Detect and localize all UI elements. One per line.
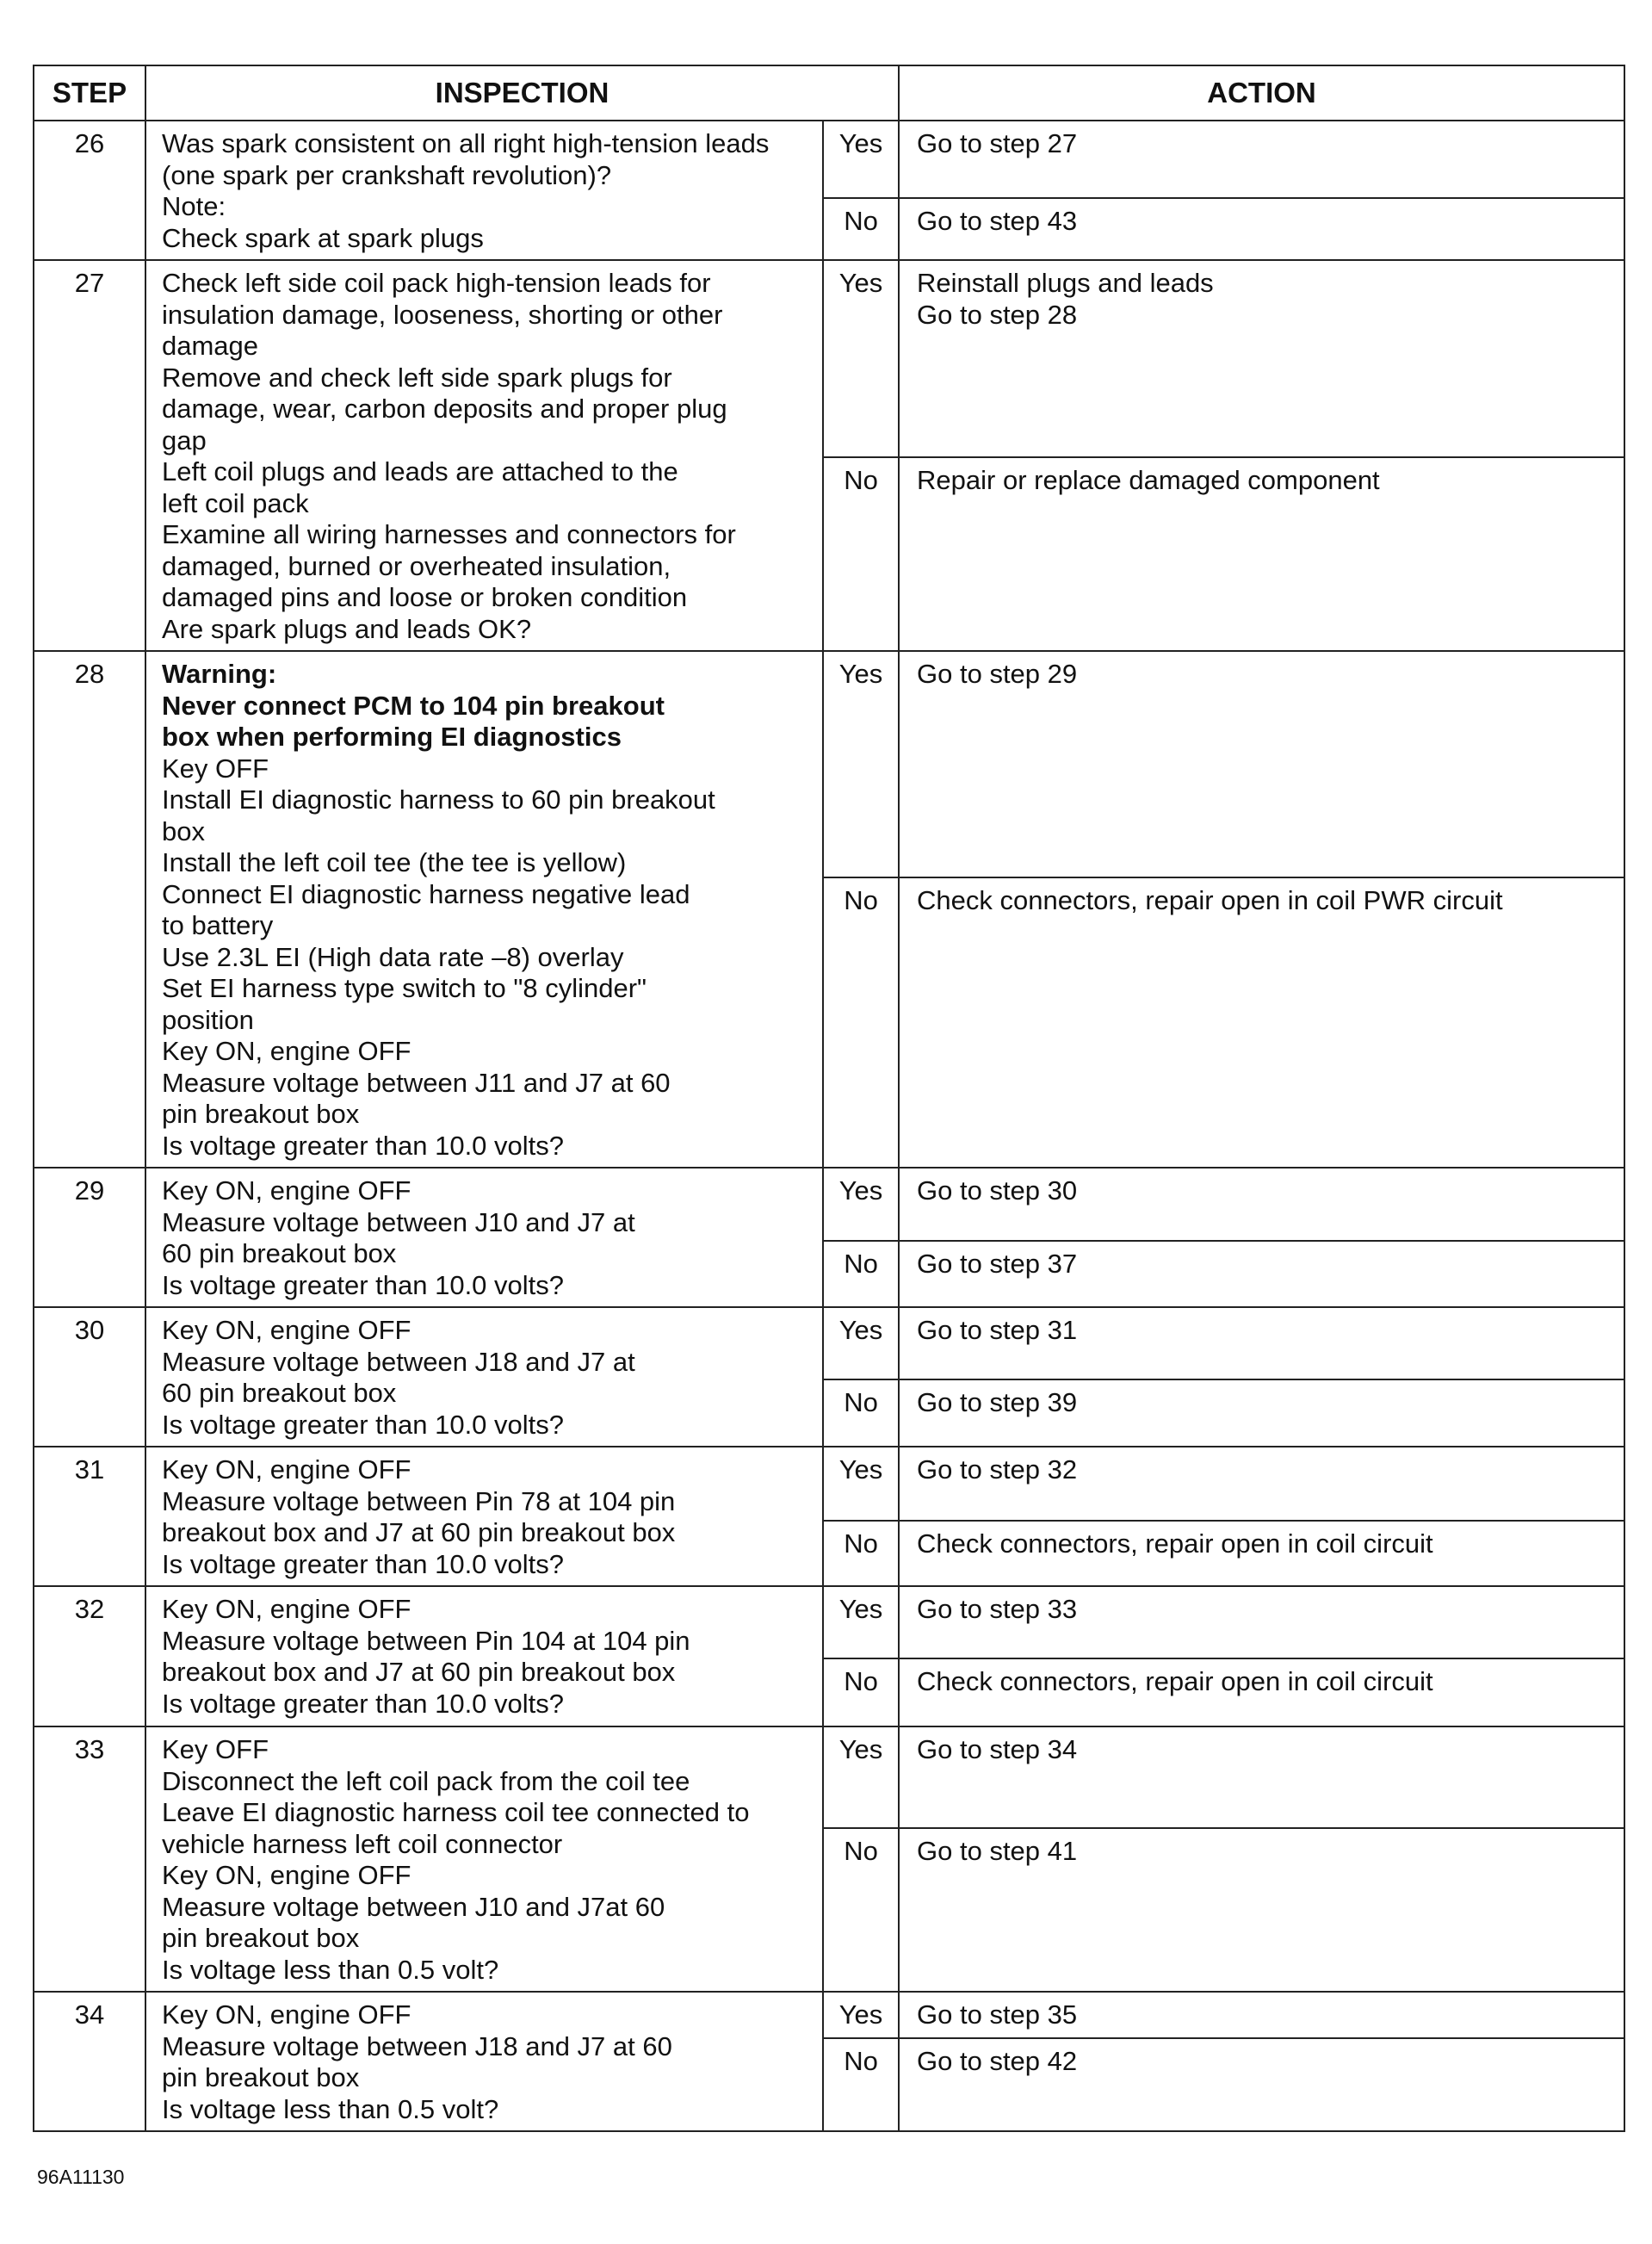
inspection-line: insulation damage, looseness, shorting or other	[162, 299, 723, 330]
inspection-line: Key OFF	[162, 1734, 269, 1764]
no-action	[899, 1658, 1624, 1726]
action-line: Check connectors, repair open in coil circuit	[917, 1528, 1433, 1559]
no-label: No	[823, 457, 899, 651]
action-line: Go to step 34	[917, 1734, 1078, 1764]
inspection-line: pin breakout box	[162, 1099, 360, 1129]
yes-action	[899, 1168, 1624, 1241]
inspection-line: to battery	[162, 910, 274, 940]
inspection-line: Is voltage less than 0.5 volt?	[162, 2093, 499, 2124]
inspection-line: Check left side coil pack high-tension leads for	[162, 268, 711, 298]
header-inspection: INSPECTION	[145, 65, 899, 121]
inspection-line: damage	[162, 331, 259, 361]
figure-code: 96A11130	[37, 2166, 125, 2188]
no-action	[899, 2038, 1624, 2131]
inspection-cell	[145, 1992, 823, 2131]
inspection-cell	[145, 651, 823, 1168]
inspection-line: Warning:	[162, 659, 277, 689]
table-row	[34, 1726, 1624, 1828]
table-row	[34, 1992, 1624, 2038]
yes-action	[899, 121, 1624, 198]
yes-action	[899, 260, 1624, 457]
action-line: Go to step 35	[917, 1999, 1078, 2030]
action-line: Check connectors, repair open in coil circuit	[917, 1666, 1433, 1696]
inspection-line: Is voltage less than 0.5 volt?	[162, 1954, 499, 1985]
inspection-line: box	[162, 815, 205, 846]
inspection-line: Left coil plugs and leads are attached to the	[162, 456, 678, 487]
step-number: 31	[34, 1447, 145, 1586]
inspection-line: (one spark per crankshaft revolution)?	[162, 159, 612, 190]
header-action: ACTION	[899, 65, 1624, 121]
table-row	[34, 260, 1624, 457]
table-row	[34, 651, 1624, 877]
action-line: Go to step 33	[917, 1594, 1078, 1624]
inspection-line: damage, wear, carbon deposits and proper plug	[162, 394, 727, 424]
inspection-line: gap	[162, 425, 207, 456]
yes-label: Yes	[823, 1168, 899, 1241]
table-row	[34, 1168, 1624, 1241]
yes-label: Yes	[823, 1307, 899, 1379]
inspection-line: Disconnect the left coil pack from the coil tee	[162, 1765, 690, 1796]
inspection-line: damaged, burned or overheated insulation,	[162, 550, 671, 581]
table-row	[34, 121, 1624, 198]
inspection-cell	[145, 1307, 823, 1447]
no-action	[899, 1379, 1624, 1447]
inspection-line: Measure voltage between Pin 104 at 104 pin	[162, 1625, 690, 1656]
inspection-cell	[145, 121, 823, 260]
inspection-cell	[145, 260, 823, 651]
table-row	[34, 1447, 1624, 1521]
no-action	[899, 1521, 1624, 1586]
inspection-line: Is voltage greater than 10.0 volts?	[162, 1548, 565, 1579]
step-number: 34	[34, 1992, 145, 2131]
no-label: No	[823, 1241, 899, 1307]
no-label: No	[823, 1828, 899, 1992]
inspection-line: Connect EI diagnostic harness negative lead	[162, 878, 690, 909]
yes-label: Yes	[823, 260, 899, 457]
yes-action	[899, 1586, 1624, 1658]
action-line: Reinstall plugs and leads	[917, 268, 1214, 298]
inspection-line: Measure voltage between J18 and J7 at	[162, 1346, 635, 1377]
step-number: 26	[34, 121, 145, 260]
action-line: Go to step 43	[917, 206, 1078, 237]
yes-action	[899, 1447, 1624, 1521]
inspection-line: Key ON, engine OFF	[162, 1594, 411, 1624]
header-step: STEP	[34, 65, 145, 121]
inspection-line: Install the left coil tee (the tee is yellow)	[162, 847, 627, 877]
inspection-line: 60 pin breakout box	[162, 1238, 397, 1268]
step-number: 32	[34, 1586, 145, 1726]
inspection-line: Is voltage greater than 10.0 volts?	[162, 1269, 565, 1300]
inspection-line: breakout box and J7 at 60 pin breakout box	[162, 1517, 676, 1547]
step-number: 27	[34, 260, 145, 651]
table-row	[34, 1586, 1624, 1658]
inspection-cell	[145, 1168, 823, 1307]
inspection-line: Key ON, engine OFF	[162, 1454, 411, 1485]
action-line: Go to step 37	[917, 1249, 1078, 1280]
inspection-line: Key OFF	[162, 753, 269, 784]
yes-action	[899, 1992, 1624, 2038]
inspection-cell	[145, 1586, 823, 1726]
inspection-line: Measure voltage between J10 and J7at 60	[162, 1891, 665, 1922]
no-label: No	[823, 2038, 899, 2131]
inspection-line: Use 2.3L EI (High data rate –8) overlay	[162, 941, 624, 972]
table-body	[34, 121, 1624, 2131]
inspection-line: Are spark plugs and leads OK?	[162, 613, 532, 644]
yes-action	[899, 1726, 1624, 1828]
inspection-line: Key ON, engine OFF	[162, 1175, 411, 1206]
table-row	[34, 1307, 1624, 1379]
action-line: Go to step 31	[917, 1315, 1078, 1345]
inspection-cell	[145, 1726, 823, 1992]
yes-label: Yes	[823, 1447, 899, 1521]
action-line: Go to step 30	[917, 1175, 1078, 1206]
action-line: Check connectors, repair open in coil PWR circuit	[917, 885, 1503, 916]
action-line: Go to step 41	[917, 1835, 1078, 1866]
inspection-line: Install EI diagnostic harness to 60 pin breakout	[162, 784, 715, 815]
no-label: No	[823, 198, 899, 260]
inspection-line: left coil pack	[162, 487, 309, 518]
inspection-line: Key ON, engine OFF	[162, 1860, 411, 1890]
inspection-line: vehicle harness left coil connector	[162, 1828, 563, 1859]
no-label: No	[823, 1521, 899, 1586]
yes-label: Yes	[823, 1726, 899, 1828]
inspection-line: Key ON, engine OFF	[162, 1999, 411, 2030]
diagnostic-table	[33, 65, 1625, 2132]
no-action	[899, 457, 1624, 651]
step-number: 30	[34, 1307, 145, 1447]
yes-label: Yes	[823, 651, 899, 877]
action-line: Go to step 28	[917, 299, 1078, 330]
no-action	[899, 1828, 1624, 1992]
no-action	[899, 1241, 1624, 1307]
yes-action	[899, 1307, 1624, 1379]
inspection-line: 60 pin breakout box	[162, 1378, 397, 1408]
inspection-line: Measure voltage between J11 and J7 at 60	[162, 1067, 671, 1098]
inspection-line: Never connect PCM to 104 pin breakout	[162, 690, 665, 721]
inspection-line: Is voltage greater than 10.0 volts?	[162, 1130, 565, 1161]
action-line: Go to step 42	[917, 2046, 1078, 2077]
inspection-line: damaged pins and loose or broken condition	[162, 582, 688, 612]
inspection-line: breakout box and J7 at 60 pin breakout box	[162, 1657, 676, 1687]
inspection-line: Key ON, engine OFF	[162, 1036, 411, 1066]
page	[33, 65, 1624, 2132]
action-line: Go to step 39	[917, 1387, 1078, 1417]
action-line: Go to step 29	[917, 659, 1078, 689]
inspection-line: Remove and check left side spark plugs for	[162, 362, 672, 393]
yes-label: Yes	[823, 1992, 899, 2038]
inspection-line: Measure voltage between J10 and J7 at	[162, 1206, 635, 1237]
action-line: Go to step 32	[917, 1454, 1078, 1485]
step-number: 29	[34, 1168, 145, 1307]
inspection-line: box when performing EI diagnostics	[162, 722, 622, 752]
step-number: 33	[34, 1726, 145, 1992]
inspection-line: Is voltage greater than 10.0 volts?	[162, 1409, 565, 1440]
no-label: No	[823, 1658, 899, 1726]
inspection-line: Examine all wiring harnesses and connectors for	[162, 519, 736, 549]
inspection-line: Set EI harness type switch to "8 cylinder"	[162, 973, 647, 1003]
inspection-line: pin breakout box	[162, 2062, 360, 2092]
inspection-line: Note:	[162, 191, 226, 221]
no-action	[899, 198, 1624, 260]
yes-action	[899, 651, 1624, 877]
inspection-line: Measure voltage between Pin 78 at 104 pin	[162, 1485, 676, 1516]
inspection-cell	[145, 1447, 823, 1586]
inspection-line: Is voltage greater than 10.0 volts?	[162, 1688, 565, 1719]
inspection-line: Was spark consistent on all right high-tension leads	[162, 128, 770, 158]
inspection-line: Measure voltage between J18 and J7 at 60	[162, 2030, 672, 2061]
action-line: Repair or replace damaged component	[917, 464, 1380, 495]
inspection-line: Leave EI diagnostic harness coil tee connected to	[162, 1797, 750, 1827]
yes-label: Yes	[823, 121, 899, 198]
action-line: Go to step 27	[917, 128, 1078, 158]
inspection-line: Key ON, engine OFF	[162, 1315, 411, 1345]
step-number: 28	[34, 651, 145, 1168]
no-label: No	[823, 1379, 899, 1447]
inspection-line: position	[162, 1004, 254, 1035]
inspection-line: pin breakout box	[162, 1923, 360, 1953]
no-action	[899, 877, 1624, 1168]
no-label: No	[823, 877, 899, 1168]
table-header-row	[34, 65, 1624, 121]
yes-label: Yes	[823, 1586, 899, 1658]
inspection-line: Check spark at spark plugs	[162, 222, 484, 253]
